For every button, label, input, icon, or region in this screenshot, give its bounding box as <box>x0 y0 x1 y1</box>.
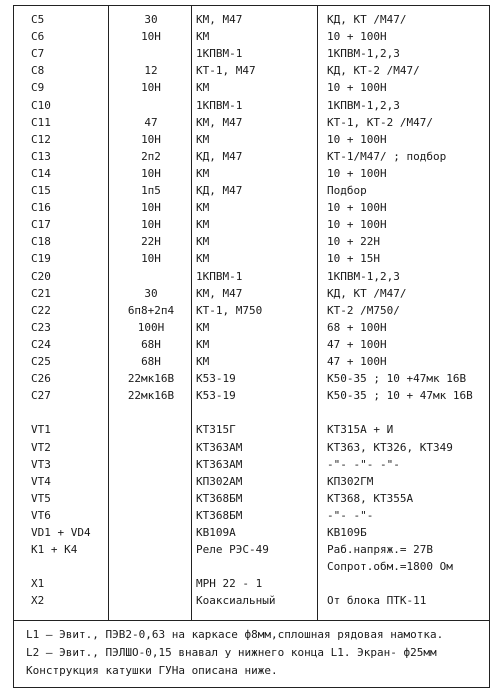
component-replacement: КТ-1/М47/ ; подбор <box>327 149 447 163</box>
component-ref: C18 <box>31 235 51 249</box>
notes-separator <box>14 620 489 621</box>
component-value: 30 <box>144 286 158 300</box>
component-replacement: -"- -"- <box>327 508 374 522</box>
component-value: 10Н <box>141 218 161 232</box>
component-ref: C5 <box>31 13 45 26</box>
component-type: КД, М47 <box>196 149 243 163</box>
component-replacement: 10 + 100Н <box>327 81 387 95</box>
component-ref: C15 <box>31 184 51 197</box>
component-type: МРН 22 - 1 <box>196 577 263 591</box>
component-ref: C27 <box>31 389 51 403</box>
component-replacement: -"- -"- -"- <box>327 457 400 471</box>
component-ref: VT2 <box>31 440 51 454</box>
component-replacement: К50-35 ; 10 +47мк 16В <box>327 372 467 386</box>
component-value: 22мк16В <box>127 389 175 403</box>
component-replacement: КП302ГМ <box>327 474 374 488</box>
component-type: КД, М47 <box>196 184 243 197</box>
component-ref: C16 <box>31 201 51 215</box>
component-ref: VT4 <box>31 474 51 488</box>
component-type: КТ363АМ <box>196 440 243 454</box>
component-type: КМ <box>196 252 210 266</box>
component-replacement: 10 + 22Н <box>327 235 380 249</box>
component-replacement: Подбор <box>327 184 367 197</box>
component-ref: C21 <box>31 286 51 300</box>
component-type: КМ, М47 <box>196 115 243 129</box>
component-type: Коаксиальный <box>196 594 276 608</box>
component-value: 100Н <box>137 320 165 334</box>
note-line-1: L1 — Эвит., ПЭВ2-0,63 на каркасе ф8мм,сплошная рядовая намотка. <box>26 628 444 641</box>
component-value: 12 <box>144 64 158 78</box>
component-type: КМ <box>196 81 210 95</box>
component-ref: C10 <box>31 98 51 112</box>
component-type: КТ-1, М47 <box>196 64 256 78</box>
component-replacement: 1КПВМ-1,2,3 <box>327 98 400 112</box>
component-replacement: 1КПВМ-1,2,3 <box>327 47 400 61</box>
component-value: 22мк16В <box>127 372 175 386</box>
component-value: 2п2 <box>141 149 161 163</box>
component-replacement: К50-35 ; 10 + 47мк 16В <box>327 389 473 403</box>
component-type: КТ363АМ <box>196 457 243 471</box>
component-value: 47 <box>144 115 158 129</box>
component-replacement: 10 + 100Н <box>327 218 387 232</box>
component-ref: VT1 <box>31 423 51 437</box>
component-ref: C9 <box>31 81 45 95</box>
component-replacement: КТ363, КТ326, КТ349 <box>327 440 453 454</box>
component-type: КТ-1, М750 <box>196 303 263 317</box>
component-ref: C7 <box>31 47 45 61</box>
component-replacement: 1КПВМ-1,2,3 <box>327 269 400 283</box>
component-value: 10Н <box>141 252 161 266</box>
component-type: КМ <box>196 132 210 146</box>
component-ref: X2 <box>31 594 45 608</box>
component-replacement: 68 + 100Н <box>327 320 387 334</box>
component-ref: C17 <box>31 218 51 232</box>
note-line-3: Конструкция катушки ГУНа описана ниже. <box>26 664 278 677</box>
component-type: К53-19 <box>196 389 236 403</box>
component-value: 22Н <box>141 235 161 249</box>
component-type: КМ <box>196 337 210 351</box>
component-value: 10Н <box>141 166 161 180</box>
component-type: КМ <box>196 355 210 368</box>
component-type: КМ <box>196 218 210 232</box>
component-type: КМ <box>196 320 210 334</box>
component-ref: VT5 <box>31 491 51 505</box>
component-type: КМ <box>196 166 210 180</box>
component-type: КМ, М47 <box>196 286 243 300</box>
component-value: 6п8+2п4 <box>127 303 175 317</box>
component-ref: C22 <box>31 303 51 317</box>
component-table <box>13 5 490 688</box>
component-type: КМ <box>196 30 210 44</box>
component-replacement: Раб.напряж.= 27В <box>327 543 433 557</box>
component-type: К53-19 <box>196 372 236 386</box>
component-value: 68Н <box>141 355 161 368</box>
component-ref: C8 <box>31 64 45 78</box>
component-ref: C14 <box>31 166 51 180</box>
component-ref: C25 <box>31 355 51 368</box>
component-type: КТ315Г <box>196 423 236 437</box>
component-ref: X1 <box>31 577 45 591</box>
component-ref: K1 + K4 <box>31 543 78 557</box>
component-ref: VT6 <box>31 508 51 522</box>
component-replacement: 47 + 100Н <box>327 337 387 351</box>
component-type: 1КПВМ-1 <box>196 47 243 61</box>
component-type: КТ368БМ <box>196 508 243 522</box>
component-replacement: 47 + 100Н <box>327 355 387 368</box>
component-replacement: От блока ПТК-11 <box>327 594 427 608</box>
component-type: КМ <box>196 201 210 215</box>
component-value: 10Н <box>141 201 161 215</box>
note-line-2: L2 — Эвит., ПЭЛШО-0,15 внавал у нижнего конца L1. Экран- ф25мм <box>26 646 437 659</box>
component-type: КТ368БМ <box>196 491 243 505</box>
component-value: 10Н <box>141 132 161 146</box>
component-ref: C11 <box>31 115 51 129</box>
component-type: КМ <box>196 235 210 249</box>
component-ref: VT3 <box>31 457 51 471</box>
component-type: КП302АМ <box>196 474 243 488</box>
component-replacement: КВ109Б <box>327 526 367 539</box>
component-value: 10Н <box>141 30 161 44</box>
component-type: КМ, М47 <box>196 13 243 26</box>
component-replacement: 10 + 100Н <box>327 132 387 146</box>
component-ref: C23 <box>31 320 51 334</box>
component-value: 10Н <box>141 81 161 95</box>
component-value: 68Н <box>141 337 161 351</box>
component-replacement: КД, КТ-2 /М47/ <box>327 64 420 78</box>
component-ref: C6 <box>31 30 45 44</box>
component-ref: C13 <box>31 149 51 163</box>
component-replacement: КТ-1, КТ-2 /М47/ <box>327 115 433 129</box>
table-row <box>14 591 489 611</box>
component-replacement: Сопрот.обм.=1800 Ом <box>327 560 453 574</box>
component-type: 1КПВМ-1 <box>196 269 243 283</box>
component-replacement: 10 + 100Н <box>327 30 387 44</box>
component-value: 1п5 <box>141 184 161 197</box>
component-replacement: 10 + 100Н <box>327 201 387 215</box>
component-ref: C24 <box>31 337 51 351</box>
component-replacement: 10 + 15Н <box>327 252 380 266</box>
component-ref: C20 <box>31 269 51 283</box>
component-replacement: КТ-2 /М750/ <box>327 303 400 317</box>
component-replacement: 10 + 100Н <box>327 166 387 180</box>
component-ref: VD1 + VD4 <box>31 526 91 539</box>
component-type: КВ109А <box>196 526 236 539</box>
component-type: Реле РЭС-49 <box>196 543 269 557</box>
component-type: 1КПВМ-1 <box>196 98 243 112</box>
component-ref: C12 <box>31 132 51 146</box>
component-ref: C19 <box>31 252 51 266</box>
component-replacement: КТ368, КТ355А <box>327 491 414 505</box>
component-ref: C26 <box>31 372 51 386</box>
component-replacement: КД, КТ /М47/ <box>327 13 407 26</box>
component-replacement: КТ315А + И <box>327 423 394 437</box>
component-replacement: КД, КТ /М47/ <box>327 286 407 300</box>
component-value: 30 <box>144 13 158 26</box>
